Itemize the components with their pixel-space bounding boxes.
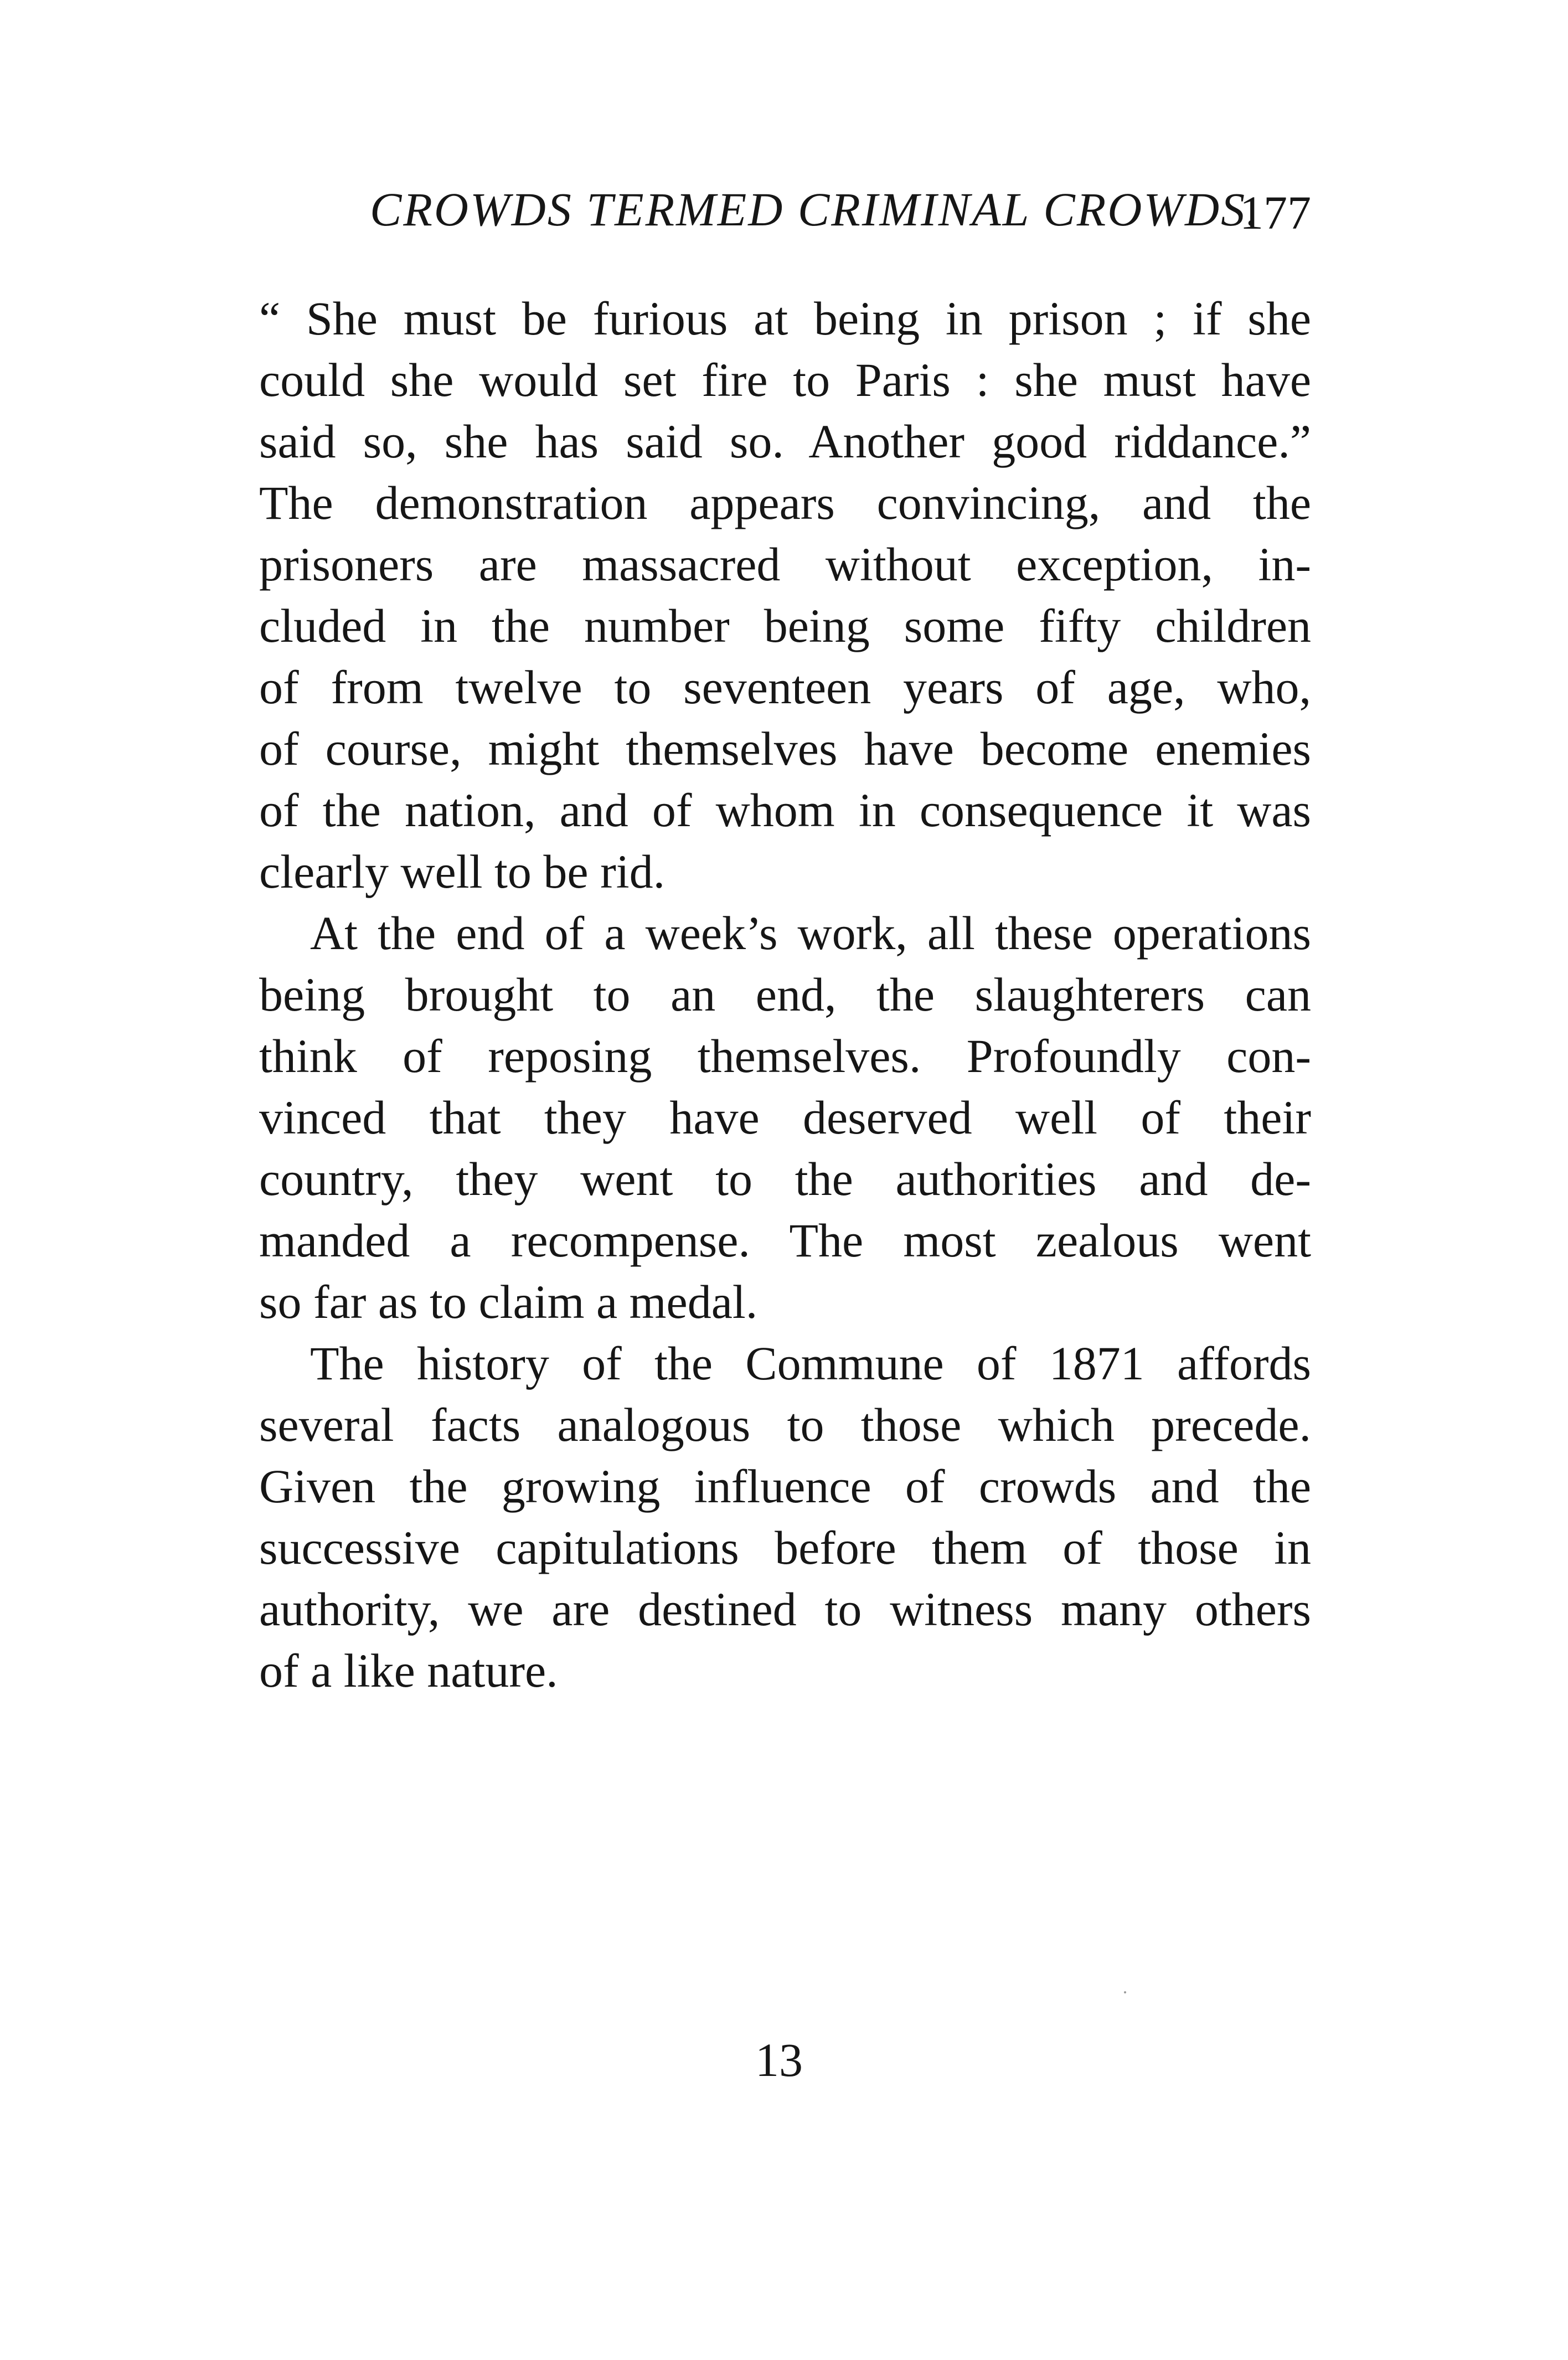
text-line: of from twelve to seventeen years of age, who, — [259, 661, 1311, 714]
text-line: so far as to claim a medal. — [259, 1275, 758, 1328]
text-line: country, they went to the authorities and de- — [259, 1152, 1311, 1205]
text-line: cluded in the number being some fifty children — [259, 599, 1311, 652]
page-number: 177 — [1240, 186, 1311, 239]
text-line: Given the growing influence of crowds and the — [259, 1460, 1311, 1513]
text-line: could she would set fire to Paris : she must have — [259, 353, 1311, 406]
text-line: several facts analogous to those which precede. — [259, 1398, 1311, 1451]
text-line: vinced that they have deserved well of their — [259, 1091, 1311, 1144]
running-title: CROWDS TERMED CRIMINAL CROWDS. — [370, 183, 1260, 236]
paragraph-3 — [259, 1333, 1311, 1702]
running-head — [259, 176, 1311, 243]
text-line: The demonstration appears convincing, and the — [259, 476, 1311, 529]
text-line: prisoners are massacred without exception, in- — [259, 538, 1311, 591]
ink-speck — [1124, 1991, 1126, 1993]
text-line: of a like nature. — [259, 1644, 558, 1697]
text-line: of course, might themselves have become enemies — [259, 722, 1311, 775]
text-line: think of reposing themselves. Profoundly con- — [259, 1029, 1311, 1083]
paragraph-1 — [259, 288, 1311, 903]
text-line: clearly well to be rid. — [259, 845, 666, 898]
text-line: manded a recompense. The most zealous went — [259, 1214, 1311, 1267]
signature-mark: 13 — [755, 2033, 803, 2086]
text-line: of the nation, and of whom in consequence it was — [259, 784, 1311, 837]
text-line: successive capitulations before them of those in — [259, 1521, 1311, 1574]
text-line: The history of the Commune of 1871 affords — [310, 1337, 1311, 1390]
text-line: authority, we are destined to witness many others — [259, 1583, 1311, 1636]
text-line: said so, she has said so. Another good riddance.” — [259, 415, 1311, 468]
text-line: At the end of a week’s work, all these operations — [310, 906, 1311, 960]
text-line: being brought to an end, the slaughterers can — [259, 968, 1311, 1021]
text-line: “ She must be furious at being in prison ; if she — [259, 292, 1311, 345]
paragraph-2 — [259, 903, 1311, 1333]
body-text — [259, 288, 1311, 1702]
